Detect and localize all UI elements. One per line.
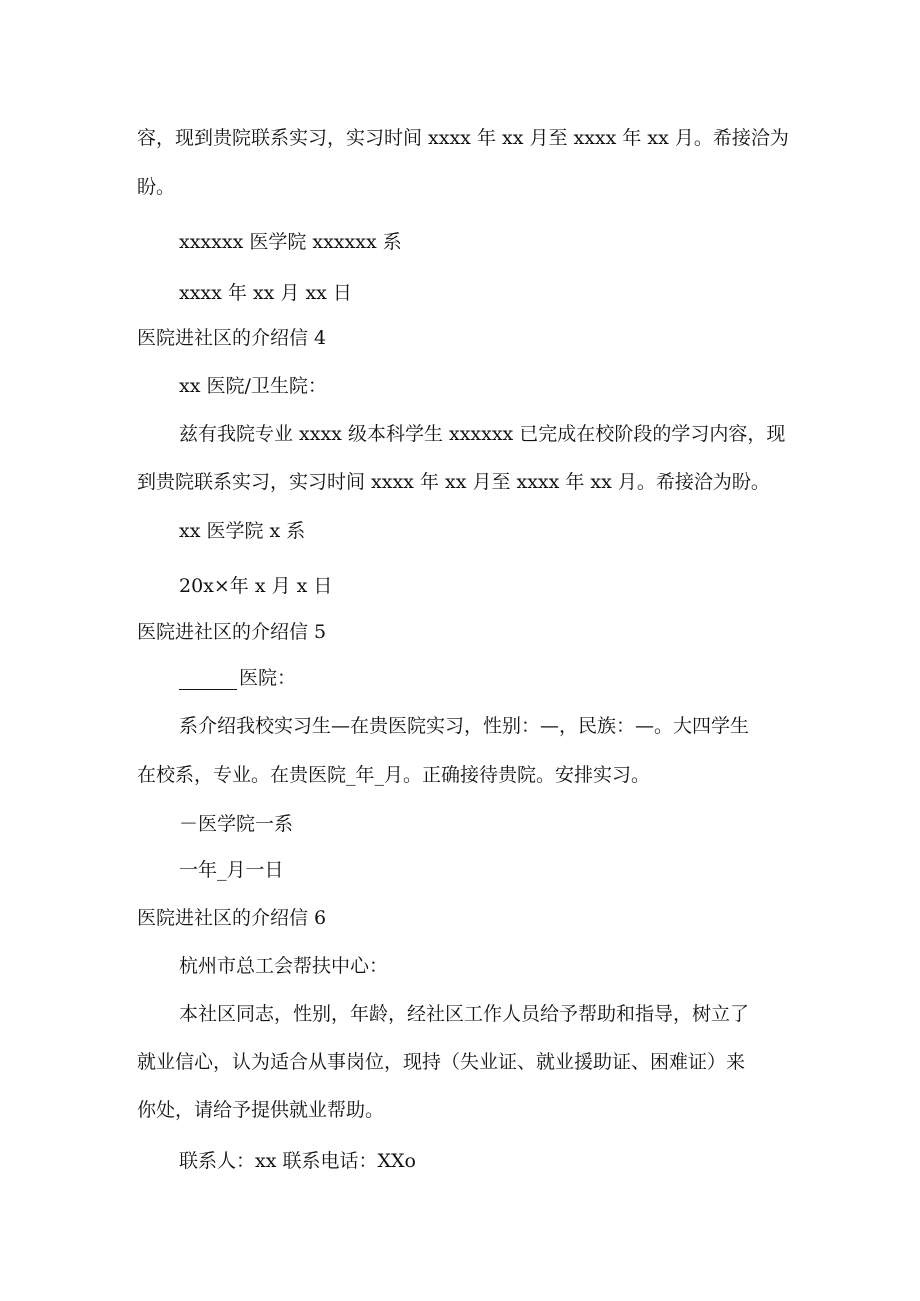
signature-date: 一年_月一日 — [179, 859, 284, 881]
signature-organization: －医学院一系 — [179, 813, 294, 835]
letter-greeting: 医院： — [239, 667, 297, 689]
paragraph-line: 就业信心，认为适合从事岗位，现持（失业证、就业援助证、困难证）来 — [137, 1051, 746, 1073]
letter-greeting: 杭州市总工会帮扶中心： — [179, 955, 389, 977]
section-title: 医院进社区的介绍信 6 — [137, 907, 327, 929]
paragraph-line: 本社区同志，性别，年龄，经社区工作人员给予帮助和指导，树立了 — [179, 1003, 750, 1025]
section-title: 医院进社区的介绍信 5 — [137, 621, 327, 643]
paragraph-line: 盼。 — [137, 176, 176, 198]
signature-organization: xx 医学院 x 系 — [179, 520, 306, 542]
section-title: 医院进社区的介绍信 4 — [137, 327, 327, 349]
paragraph-line: 兹有我院专业 xxxx 级本科学生 xxxxxx 已完成在校阶段的学习内容，现 — [179, 423, 786, 445]
signature-date: 20x×年 x 月 x 日 — [179, 575, 333, 597]
letter-greeting: xx 医院/卫生院： — [179, 375, 327, 397]
blank-fill-line — [179, 671, 237, 690]
contact-line: 联系人：xx 联系电话：XXo — [179, 1150, 416, 1172]
letter-greeting-line — [179, 666, 839, 690]
paragraph-line: 在校系，专业。在贵医院_年_月。正确接待贵院。安排实习。 — [137, 764, 651, 786]
paragraph-line: 系介绍我校实习生—在贵医院实习，性别：—，民族：—。大四学生 — [179, 715, 750, 737]
paragraph-line: 到贵院联系实习，实习时间 xxxx 年 xx 月至 xxxx 年 xx 月。希接洽为盼。 — [137, 471, 770, 493]
paragraph-line: 你处，请给予提供就业帮助。 — [137, 1099, 385, 1121]
signature-date: xxxx 年 xx 月 xx 日 — [179, 282, 352, 304]
signature-organization: xxxxxx 医学院 xxxxxx 系 — [179, 231, 402, 253]
paragraph-line: 容，现到贵院联系实习，实习时间 xxxx 年 xx 月至 xxxx 年 xx 月。希接洽为 — [137, 127, 789, 149]
